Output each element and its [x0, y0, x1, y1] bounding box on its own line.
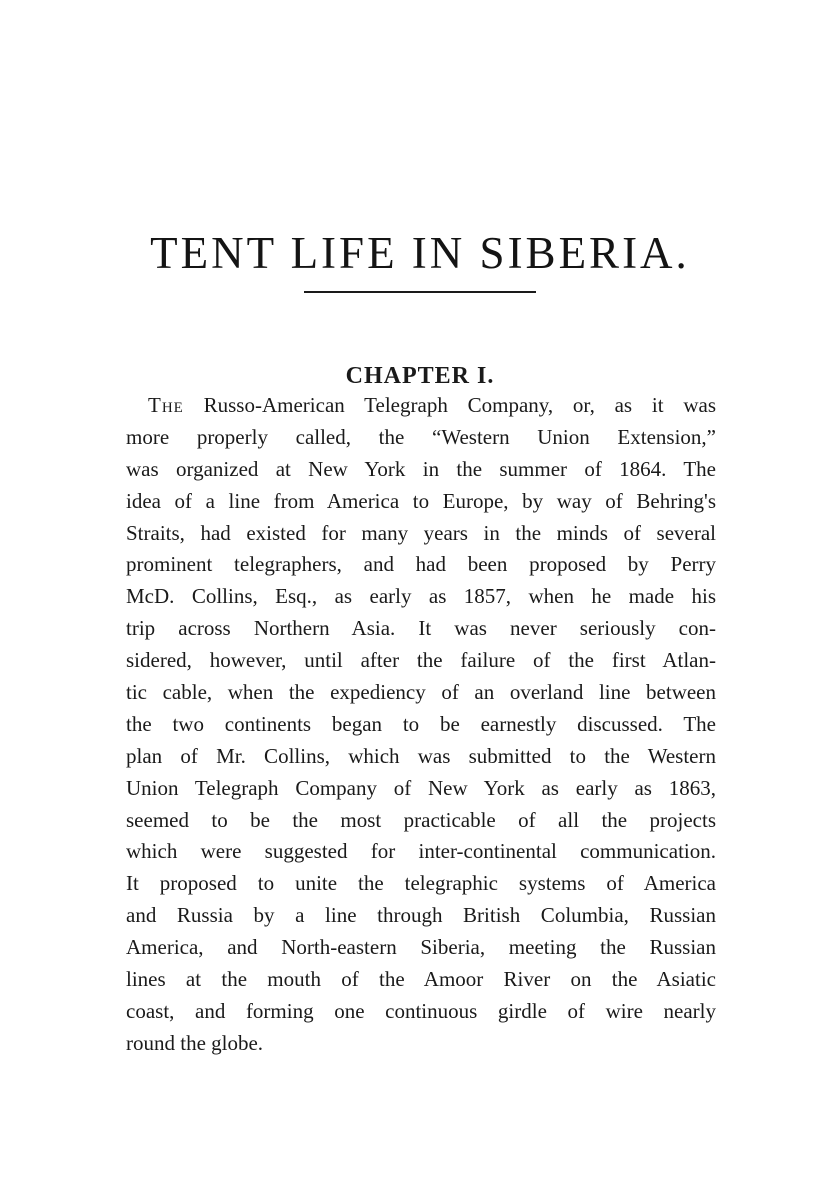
- paragraph-line: coast, and forming one continuous girdle of wire nearly: [126, 998, 716, 1023]
- paragraph-line: plan of Mr. Collins, which was submitted to the Western: [126, 743, 716, 768]
- title-rule: [304, 291, 536, 293]
- paragraph-line: McD. Collins, Esq., as early as 1857, when he made his: [126, 584, 716, 609]
- paragraph-line: was organized at New York in the summer of 1864. The: [126, 456, 716, 481]
- book-title: TENT LIFE IN SIBERIA.: [150, 228, 690, 279]
- paragraph-line: idea of a line from America to Europe, by way of Behring's: [126, 488, 716, 513]
- paragraph-line: Straits, had existed for many years in the minds of several: [126, 520, 716, 545]
- paragraph-line: prominent telegraphers, and had been proposed by Perry: [126, 552, 716, 577]
- paragraph-line: which were suggested for inter-continental communication.: [126, 839, 716, 864]
- first-line-text: Russo-American Telegraph Company, or, as it was: [203, 393, 717, 417]
- paragraph-line: America, and North-eastern Siberia, meeting the Russian: [126, 935, 716, 960]
- paragraph-line: seemed to be the most practicable of all the projects: [126, 807, 716, 832]
- chapter-paragraph: [126, 390, 716, 1060]
- opening-word: The: [148, 393, 184, 417]
- paragraph-line: tic cable, when the expediency of an overland line between: [126, 680, 716, 705]
- paragraph-line: the two continents began to be earnestly discussed. The: [126, 711, 716, 736]
- paragraph-line: sidered, however, until after the failure of the first Atlan-: [126, 648, 716, 673]
- paragraph-line: Union Telegraph Company of New York as early as 1863,: [126, 775, 716, 800]
- paragraph-line: lines at the mouth of the Amoor River on the Asiatic: [126, 967, 716, 992]
- paragraph-line: and Russia by a line through British Columbia, Russian: [126, 903, 716, 928]
- paragraph-line: round the globe.: [126, 1030, 264, 1055]
- paragraph-line: more properly called, the “Western Union Extension,”: [126, 424, 716, 449]
- chapter-heading: CHAPTER I.: [345, 362, 495, 389]
- paragraph-line: It proposed to unite the telegraphic systems of America: [126, 871, 716, 896]
- paragraph-line: trip across Northern Asia. It was never seriously con-: [126, 616, 716, 641]
- paragraph-line: [126, 390, 716, 422]
